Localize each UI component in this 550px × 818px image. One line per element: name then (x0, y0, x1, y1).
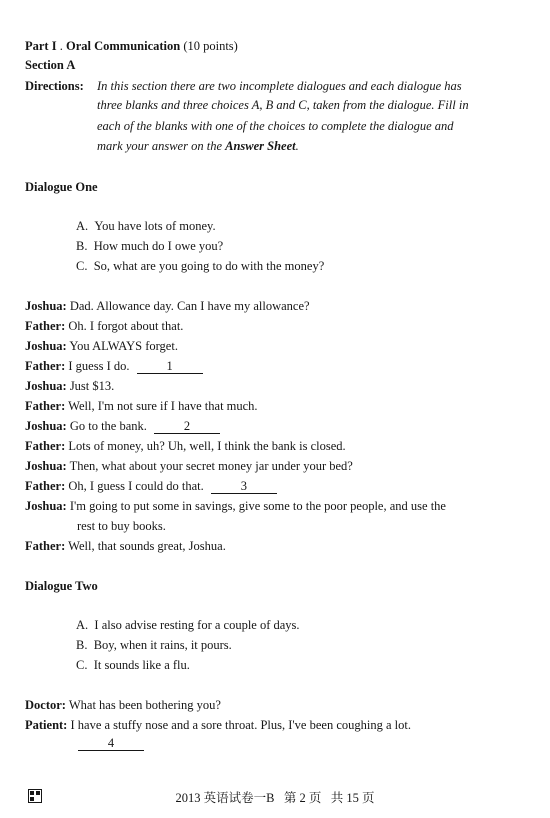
d1-line-9: Joshua: Then, what about your secret money jar under your bed? (25, 459, 353, 473)
d1-line-11: Joshua: I'm going to put some in savings, give some to the poor people, and use the (25, 499, 446, 513)
blank-1: 1 (137, 360, 203, 374)
d2-choice-b: B. Boy, when it rains, it pours. (76, 638, 232, 652)
footer-page: 第 2 页 (283, 791, 322, 805)
d1-choice-a: A. You have lots of money. (76, 219, 216, 233)
part-points: (10 points) (183, 39, 238, 53)
part-heading: Part I . Oral Communication (10 points) (25, 39, 238, 53)
directions-line-1: In this section there are two incomplete dialogues and each dialogue has (97, 79, 462, 93)
d1-line-10: Father: Oh, I guess I could do that. 3 (25, 478, 277, 494)
directions-line-4-text: mark your answer on the (97, 139, 226, 153)
blank-4: 4 (78, 737, 144, 751)
directions-line-3: each of the blanks with one of the choices to complete the dialogue and (97, 119, 454, 133)
d1-line-12: Father: Well, that sounds great, Joshua. (25, 539, 226, 553)
d2-blank-line (78, 735, 144, 751)
d1-line-7: Joshua: Go to the bank. 2 (25, 418, 220, 434)
d1-line-3: Joshua: You ALWAYS forget. (25, 339, 178, 353)
footer-total: 共 15 页 (330, 791, 375, 805)
d2-choice-c: C. It sounds like a flu. (76, 658, 190, 672)
d1-line-1: Joshua: Dad. Allowance day. Can I have my allowance? (25, 299, 310, 313)
d2-choice-a: A. I also advise resting for a couple of days. (76, 618, 300, 632)
d2-line-1: Doctor: What has been bothering you? (25, 698, 221, 712)
d1-line-2: Father: Oh. I forgot about that. (25, 319, 184, 333)
d1-choice-b: B. How much do I owe you? (76, 239, 224, 253)
blank-2: 2 (154, 420, 220, 434)
dialogue-two-title: Dialogue Two (25, 579, 98, 593)
part-title: Oral Communication (65, 39, 181, 53)
d1-choice-c: C. So, what are you going to do with the money? (76, 259, 325, 273)
d1-line-11-cont: rest to buy books. (77, 519, 166, 533)
directions-label: Directions: (25, 79, 84, 93)
answer-sheet-ref: Answer Sheet (225, 139, 296, 153)
footer-exam: 2013 英语试卷一B (175, 791, 275, 805)
dialogue-one-title: Dialogue One (25, 180, 98, 194)
footer (0, 790, 550, 806)
directions-line-4 (97, 138, 299, 154)
d1-line-5: Joshua: Just $13. (25, 379, 115, 393)
section-heading: Section A (25, 58, 76, 72)
part-label: Part I (25, 39, 57, 53)
directions-line-2: three blanks and three choices A, B and C, taken from the dialogue. Fill in (97, 98, 469, 112)
blank-3: 3 (211, 480, 277, 494)
d2-line-2: Patient: I have a stuffy nose and a sore throat. Plus, I've been coughing a lot. (25, 718, 411, 732)
d1-line-4: Father: I guess I do. 1 (25, 358, 203, 374)
d1-line-8: Father: Lots of money, uh? Uh, well, I think the bank is closed. (25, 439, 346, 453)
directions-line-4-end: . (295, 139, 299, 153)
d1-line-6: Father: Well, I'm not sure if I have that much. (25, 399, 258, 413)
